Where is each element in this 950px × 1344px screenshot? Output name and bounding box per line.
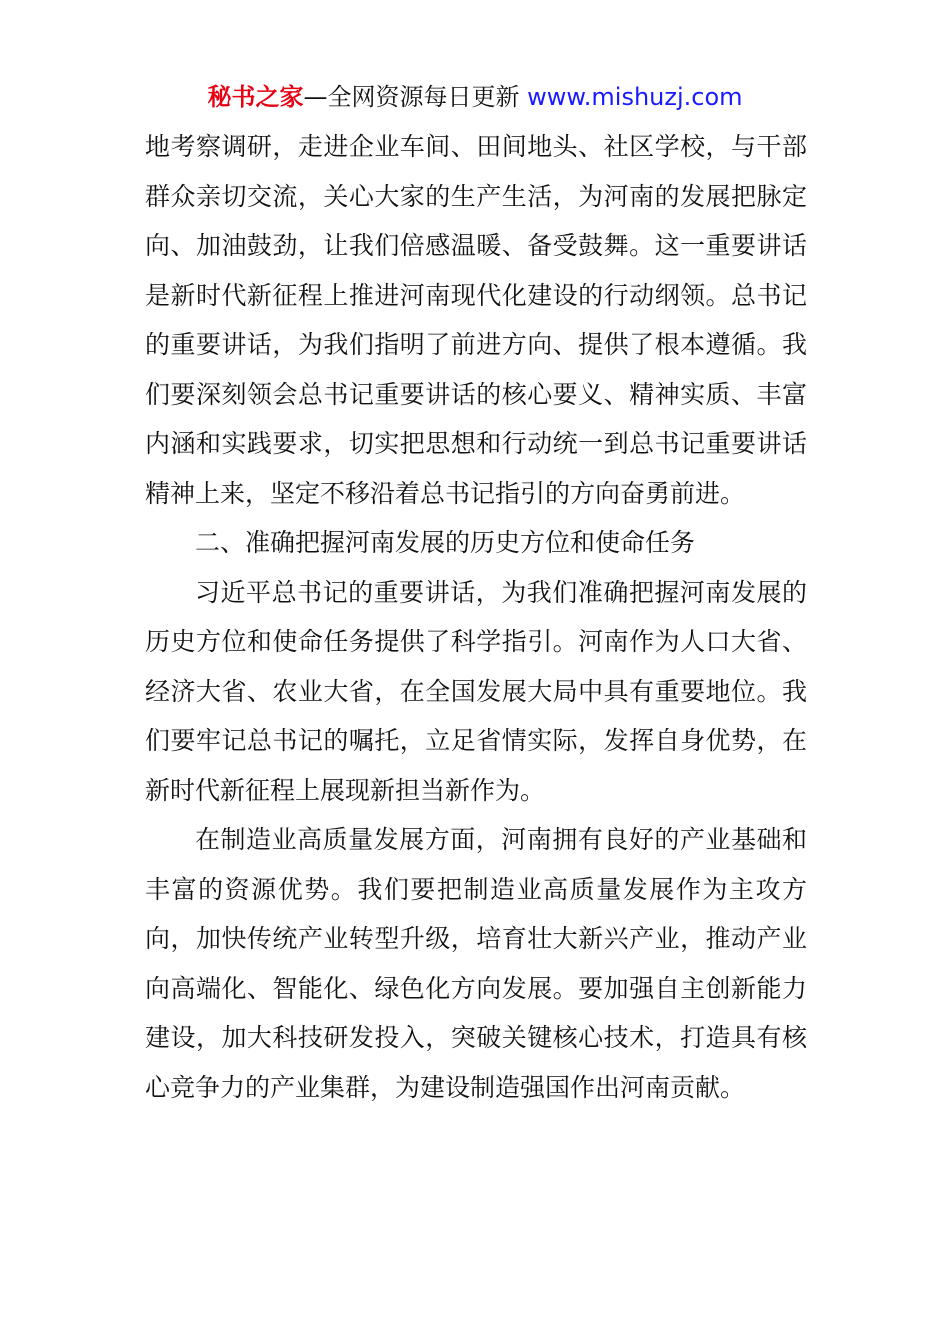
site-url-link[interactable]: www.mishuzj.com <box>527 83 743 111</box>
paragraph-historical-position: 习近平总书记的重要讲话，为我们准确把握河南发展的历史方位和使命任务提供了科学指引。河南作为人口大省、经济大省、农业大省，在全国发展大局中具有重要地位。我们要牢记总书记的嘱托，立足省情实际，发挥自身优势，在新时代新征程上展现新担当新作为。 <box>145 577 807 805</box>
site-slogan: —全网资源每日更新 <box>303 83 528 111</box>
paragraph-continuation: 地考察调研，走进企业车间、田间地头、社区学校，与干部群众亲切交流，关心大家的生产生活，为河南的发展把脉定向、加油鼓劲，让我们倍感温暖、备受鼓舞。这一重要讲话是新时代新征程上推进河南现代化建设的行动纲领。总书记的重要讲话，为我们指明了前进方向、提供了根本遵循。我们要深刻领会总书记重要讲话的核心要义、精神实质、丰富内涵和实践要求，切实把思想和行动统一到总书记重要讲话精神上来，坚定不移沿着总书记指引的方向奋勇前进。 <box>145 132 807 508</box>
site-brand: 秘书之家 <box>207 83 304 111</box>
document-body <box>145 122 807 1112</box>
section-heading: 二、准确把握河南发展的历史方位和使命任务 <box>195 528 696 557</box>
site-header <box>0 80 950 114</box>
paragraph-manufacturing: 在制造业高质量发展方面，河南拥有良好的产业基础和丰富的资源优势。我们要把制造业高质量发展作为主攻方向，加快传统产业转型升级，培育壮大新兴产业，推动产业向高端化、智能化、绿色化方向发展。要加强自主创新能力建设，加大科技研发投入，突破关键核心技术，打造具有核心竞争力的产业集群，为建设制造强国作出河南贡献。 <box>145 825 807 1102</box>
